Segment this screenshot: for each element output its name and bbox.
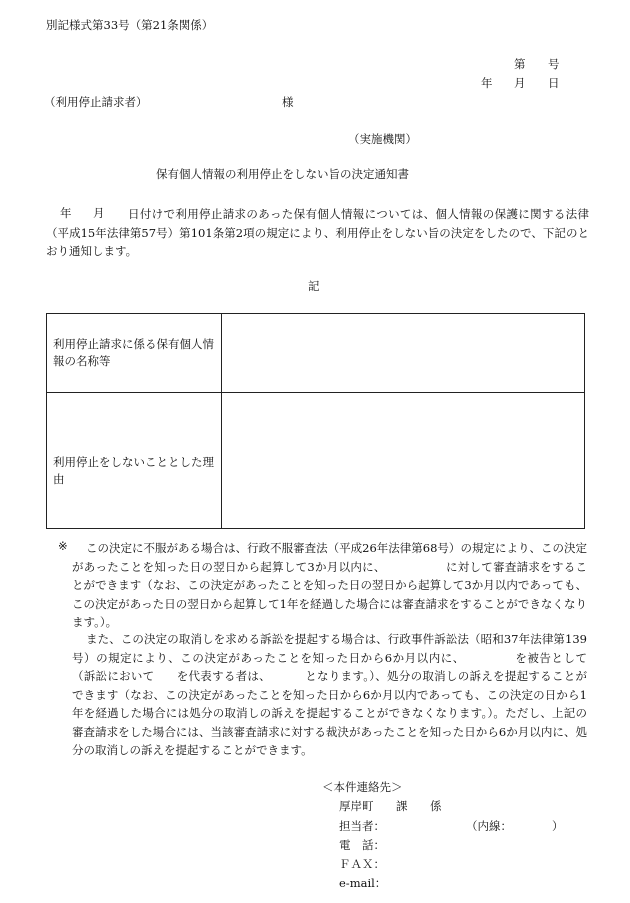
note-paragraph-1 — [72, 539, 587, 632]
contact-ka: 課 — [396, 799, 408, 813]
note-p2-part2: を被告として（訴訟において — [72, 650, 587, 683]
date-hi: 日 — [548, 76, 560, 90]
table-row-label-reason: 利用停止をしないこととした理由 — [53, 455, 214, 486]
details-table — [46, 313, 585, 529]
contact-fax: ＦＡＸ： — [339, 857, 385, 871]
number-dai: 第 — [514, 57, 526, 71]
contact-tel: 電 話： — [339, 838, 385, 852]
document-title: 保有個人情報の利用停止をしない旨の決定通知書 — [156, 167, 409, 181]
contact-naisen-close: ） — [552, 819, 564, 833]
number-go: 号 — [548, 57, 560, 71]
note-mark: ※ — [58, 539, 68, 553]
note-paragraph-2 — [72, 630, 587, 760]
contact-email: e-mail： — [339, 876, 387, 890]
table-row-value-reason — [223, 393, 584, 528]
form-id: 別記様式第33号（第21条関係） — [46, 18, 214, 32]
body-nen: 年 — [60, 206, 72, 220]
note-p1-part2: に対して審査請求をすることができます（なお、この決定があったことを知った日の翌日から起算して3か月以内であっても、この決定があった日の翌日から起算して1年を経過した場合には審査請求をすることができなくなります。）。 — [72, 559, 588, 629]
date-tsuki: 月 — [514, 76, 526, 90]
ki-label: 記 — [308, 279, 320, 293]
contact-tanto: 担当者： — [339, 819, 385, 833]
note-p2-part3: を代表する者は、 — [176, 669, 271, 683]
contact-heading: ＜本件連絡先＞ — [322, 780, 403, 794]
contact-town: 厚岸町 — [339, 799, 374, 813]
note-p2-part1: また、この決定の取消しを求める訴訟を提起する場合は、行政事件訴訟法（昭和37年法律第139号）の規定により、この決定があったことを知った日から6か月以内に、 — [72, 632, 587, 665]
note-p1-part1: この決定に不服がある場合は、行政不服審査法（平成26年法律第68号）の規定により、この決定があったことを知った日の翌日から起算して3か月以内に、 — [72, 541, 587, 574]
addressee-sama: 様 — [282, 95, 294, 109]
agency-label: （実施機関） — [348, 132, 417, 146]
contact-kakari: 係 — [430, 799, 442, 813]
date-nen: 年 — [481, 76, 493, 90]
table-row-value-name — [223, 314, 584, 392]
table-row-label-name: 利用停止請求に係る保有個人情報の名称等 — [53, 337, 214, 368]
contact-naisen: （内線： — [466, 819, 512, 833]
addressee-label: （利用停止請求者） — [44, 95, 148, 109]
body-tsuki: 月 — [93, 206, 105, 220]
note-p2-part4: となります。）、処分の取消しの訴えを提起することができます（なお、この決定があったことを知った日から6か月以内であっても、この決定の日から1年を経過した場合には処分の取消しの訴えを提起することができなくなります。）。ただし、上記の審査請求をした場合には、当該審査請求に対する裁決があったことを知った日から6か月以内に、処分の取消しの訴えを提起することができます。 — [72, 669, 588, 757]
body-paragraph: 日付けで利用停止請求のあった保有個人情報については、個人情報の保護に関する法律（平成15年法律第57号）第101条第2項の規定により、利用停止をしない旨の決定をしたので、下記のとおり通知します。 — [46, 207, 589, 258]
